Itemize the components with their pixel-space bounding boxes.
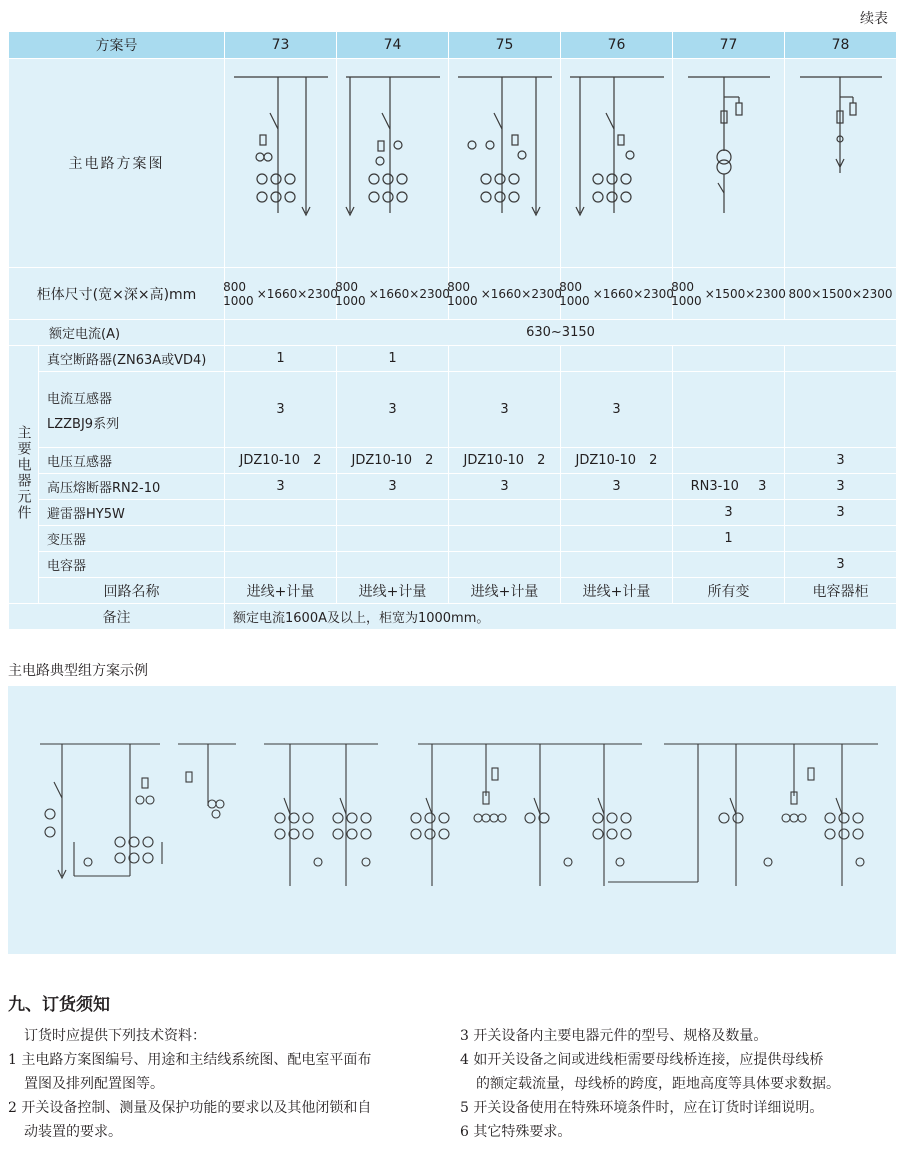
size-row	[9, 268, 897, 320]
vt-75: JDZ10-10 2	[449, 448, 561, 474]
ordering-title: 九、订货须知	[8, 995, 110, 1015]
loop-74: 进线+计量	[337, 578, 449, 604]
loop-row	[9, 578, 897, 604]
size-78: 800×1500×2300	[785, 268, 897, 320]
vt-73: JDZ10-10 2	[225, 448, 337, 474]
circuit-row	[9, 59, 897, 268]
header-row	[9, 32, 897, 59]
ordering-item-5: 5 开关设备使用在特殊环境条件时，应在订货时详细说明。	[460, 1100, 824, 1116]
size-label: 柜体尺寸(宽×深×高)mm	[9, 268, 225, 320]
ct-73: 3	[225, 372, 337, 448]
size-77: 800 1000 ×1500×2300	[673, 268, 785, 320]
ordering-item-1-cont: 置图及排列配置图等。	[24, 1076, 164, 1092]
fuse-74: 3	[337, 474, 449, 500]
ct-75: 3	[449, 372, 561, 448]
ordering-intro: 订货时应提供下列技术资料：	[24, 1028, 206, 1044]
loop-78: 电容器柜	[785, 578, 897, 604]
scheme-78: 78	[785, 32, 897, 59]
ordering-item-4-cont: 的额定载流量，母线桥的跨度，距地高度等具体要求数据。	[476, 1076, 840, 1092]
circuit-73	[225, 59, 337, 268]
example-title: 主电路典型组方案示例	[8, 663, 148, 679]
arrester-78: 3	[785, 500, 897, 526]
ct-77	[673, 372, 785, 448]
vt-78: 3	[785, 448, 897, 474]
size-74: 800 1000 ×1660×2300	[337, 268, 449, 320]
breaker-label: 真空断路器(ZN63A或VD4)	[39, 346, 225, 372]
circuit-78	[785, 59, 897, 268]
fuse-label: 高压熔断器RN2-10	[39, 474, 225, 500]
transformer-row	[9, 526, 897, 552]
breaker-78	[785, 346, 897, 372]
scheme-74: 74	[337, 32, 449, 59]
loop-76: 进线+计量	[561, 578, 673, 604]
fuse-78: 3	[785, 474, 897, 500]
ordering-item-4: 4 如开关设备之间或进线柜需要母线桥连接，应提供母线桥	[460, 1052, 824, 1068]
fuse-76: 3	[561, 474, 673, 500]
ordering-item-6: 6 其它特殊要求。	[460, 1124, 572, 1140]
vt-label: 电压互感器	[39, 448, 225, 474]
circuit-label: 主电路方案图	[9, 59, 225, 268]
loop-77: 所有变	[673, 578, 785, 604]
size-73: 800 1000 ×1660×2300	[225, 268, 337, 320]
rated-current-label: 额定电流(A)	[9, 320, 225, 346]
arrester-row	[9, 500, 897, 526]
circuit-74	[337, 59, 449, 268]
vt-74: JDZ10-10 2	[337, 448, 449, 474]
scheme-77: 77	[673, 32, 785, 59]
header-label: 方案号	[9, 32, 225, 59]
circuit-76	[561, 59, 673, 268]
continuation-label: 续表	[860, 11, 888, 27]
capacitor-78: 3	[785, 552, 897, 578]
fuse-77: RN3-10 3	[673, 474, 785, 500]
ordering-item-1: 1 主电路方案图编号、用途和主结线系统图、配电室平面布	[8, 1052, 372, 1068]
loop-75: 进线+计量	[449, 578, 561, 604]
circuit-75	[449, 59, 561, 268]
capacitor-row	[9, 552, 897, 578]
circuit-77	[673, 59, 785, 268]
example-wiring-diagram	[8, 686, 896, 954]
breaker-74: 1	[337, 346, 449, 372]
breaker-76	[561, 346, 673, 372]
arrester-label: 避雷器HY5W	[39, 500, 225, 526]
ct-76: 3	[561, 372, 673, 448]
size-76: 800 1000 ×1660×2300	[561, 268, 673, 320]
vt-row	[9, 448, 897, 474]
scheme-table	[8, 31, 897, 630]
capacitor-label: 电容器	[39, 552, 225, 578]
breaker-row	[9, 346, 897, 372]
main-components-label: 主要电器元件	[9, 346, 39, 604]
fuse-73: 3	[225, 474, 337, 500]
breaker-73: 1	[225, 346, 337, 372]
vt-76: JDZ10-10 2	[561, 448, 673, 474]
loop-73: 进线+计量	[225, 578, 337, 604]
ordering-item-3: 3 开关设备内主要电器元件的型号、规格及数量。	[460, 1028, 768, 1044]
scheme-75: 75	[449, 32, 561, 59]
vt-77	[673, 448, 785, 474]
breaker-77	[673, 346, 785, 372]
transformer-77: 1	[673, 526, 785, 552]
rated-current-value: 630~3150	[225, 320, 897, 346]
transformer-label: 变压器	[39, 526, 225, 552]
rated-current-row	[9, 320, 897, 346]
ordering-left-column	[8, 1024, 438, 1144]
ordering-item-2-cont: 动装置的要求。	[24, 1124, 122, 1140]
example-diagram-panel	[8, 686, 896, 954]
scheme-73: 73	[225, 32, 337, 59]
note-row	[9, 604, 897, 630]
loop-label: 回路名称	[39, 578, 225, 604]
scheme-76: 76	[561, 32, 673, 59]
ordering-right-column	[460, 1024, 896, 1144]
note-label: 备注	[9, 604, 225, 630]
breaker-75	[449, 346, 561, 372]
fuse-row	[9, 474, 897, 500]
note-value: 额定电流1600A及以上，柜宽为1000mm。	[225, 604, 897, 630]
fuse-75: 3	[449, 474, 561, 500]
size-75: 800 1000 ×1660×2300	[449, 268, 561, 320]
ct-78	[785, 372, 897, 448]
ordering-item-2: 2 开关设备控制、测量及保护功能的要求以及其他闭锁和自	[8, 1100, 372, 1116]
ct-74: 3	[337, 372, 449, 448]
ct-label: 电流互感器 LZZBJ9系列	[39, 372, 225, 448]
ct-row	[9, 372, 897, 448]
arrester-77: 3	[673, 500, 785, 526]
